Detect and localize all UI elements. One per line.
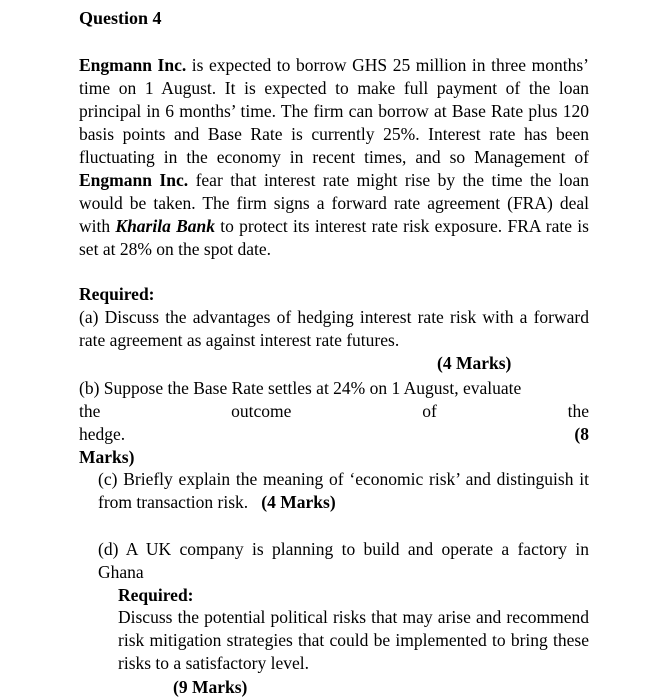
intro-text-2: fear that interest rate might rise by the time the loan would be taken. The firm signs a forward rate agreement (FRA) deal with <box>79 170 589 236</box>
question-b-spread-line <box>79 400 589 423</box>
required-heading: Required: <box>79 284 155 304</box>
question-c <box>98 468 589 514</box>
question-a-marks: (4 Marks) <box>437 353 512 373</box>
company-name-2: Engmann Inc. <box>79 170 189 190</box>
question-b-marks-b: Marks) <box>79 447 135 467</box>
intro-text-3: to protect its interest rate risk exposure. FRA rate is set at 28% on the spot date. <box>79 216 589 259</box>
intro-paragraph <box>79 54 589 261</box>
question-d-body: Discuss the potential political risks that may arise and recommend risk mitigation strategies that could be implemented to bring these risks to a satisfactory level. <box>118 607 589 673</box>
question-b-word-2: outcome <box>231 401 292 421</box>
question-title: Question 4 <box>79 8 162 28</box>
question-b-text: (b) Suppose the Base Rate settles at 24% on 1 August, evaluate <box>79 378 522 398</box>
question-b-hedge: hedge. <box>79 424 126 444</box>
intro-text-1: is expected to borrow GHS 25 million in three months’ time on 1 August. It is expected to make full payment of the loan principal in 6 months’ time. The firm can borrow at Base Rate plus 120 basis points and Base Rate is currently 25%. Interest rate has been fluctuating in the economy in recent times, and so Management of <box>79 55 589 167</box>
company-name: Engmann Inc. <box>79 55 187 75</box>
question-b-word-1: the <box>79 401 101 421</box>
question-c-marks: (4 Marks) <box>261 492 336 512</box>
question-d-marks: (9 Marks) <box>173 677 248 697</box>
question-a: (a) Discuss the advantages of hedging interest rate risk with a forward rate agreement as against interest rate futures. <box>79 307 589 350</box>
question-b-word-3: of <box>422 401 437 421</box>
question-d: (d) A UK company is planning to build and operate a factory in Ghana <box>98 539 589 582</box>
question-b-word-4: the <box>567 401 589 421</box>
question-c-text: (c) Briefly explain the meaning of ‘economic risk’ and distinguish it from transaction risk. <box>98 469 589 512</box>
bank-name: Kharila Bank <box>115 216 216 236</box>
question-b <box>79 377 589 423</box>
question-b-marks-a: (8 <box>574 424 589 444</box>
question-d-required: Required: <box>118 585 194 605</box>
